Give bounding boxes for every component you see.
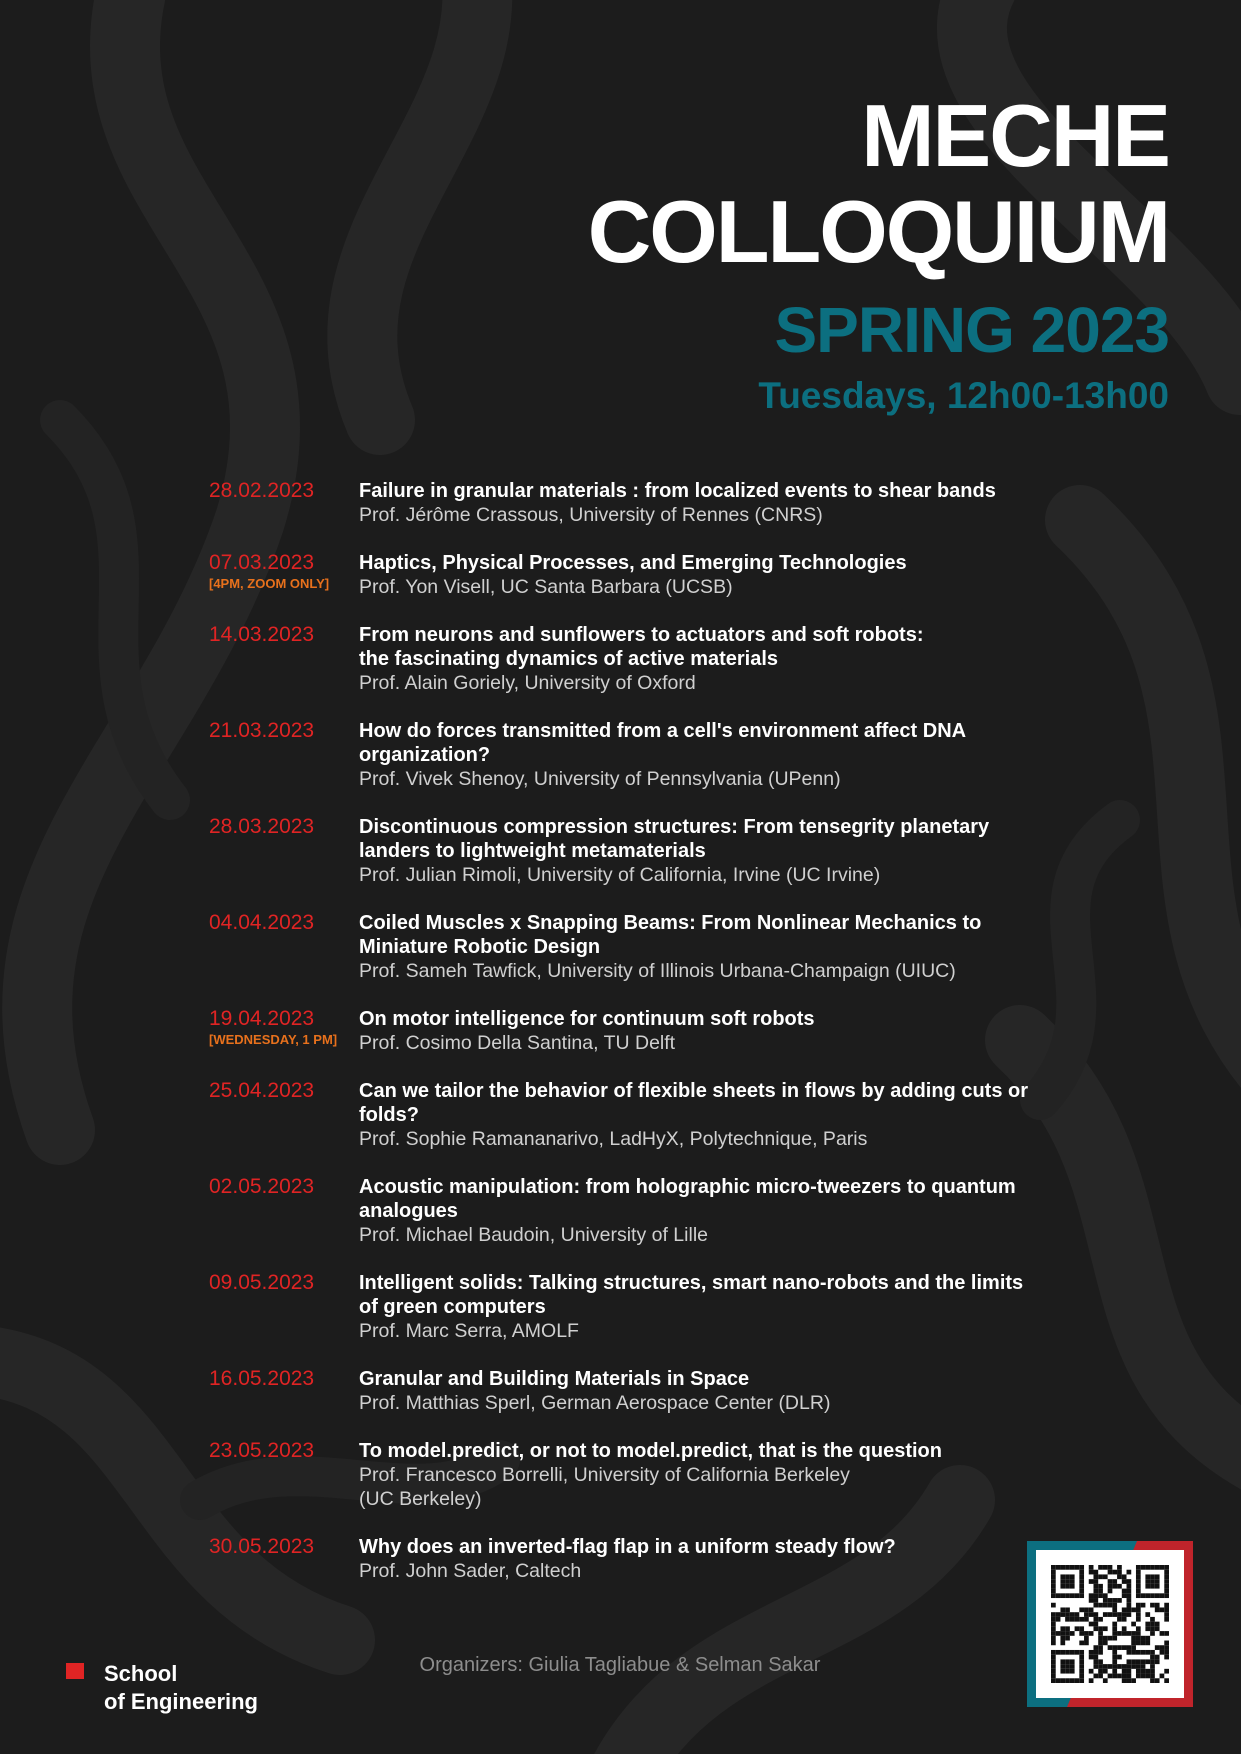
talk-title: organization? (359, 744, 491, 766)
talk-item (209, 1175, 1069, 1247)
talk-title: landers to lightweight metamaterials (359, 840, 706, 862)
talk-text (359, 1175, 1069, 1247)
talk-title: Can we tailor the behavior of flexible sheets in flows by adding cuts or (359, 1080, 1029, 1102)
talk-title: analogues (359, 1200, 458, 1222)
talk-speaker: Prof. Michael Baudoin, University of Lille (359, 1224, 708, 1246)
talk-item (209, 1007, 1069, 1055)
talk-date: 23.05.2023 (209, 1439, 315, 1462)
talk-text (359, 911, 1069, 983)
talk-title: Coiled Muscles x Snapping Beams: From Nonlinear Mechanics to (359, 912, 982, 934)
talk-text (359, 1535, 1069, 1583)
talk-item (209, 911, 1069, 983)
talk-date: 21.03.2023 (209, 719, 315, 742)
talk-title: Failure in granular materials : from localized events to shear bands (359, 480, 996, 502)
logo-square-icon (66, 1663, 84, 1679)
talk-date-column (209, 1079, 359, 1151)
schedule-time: Tuesdays, 12h00-13h00 (758, 375, 1169, 416)
talk-title: To model.predict, or not to model.predict, that is the question (359, 1440, 942, 1462)
talk-speaker: Prof. Yon Visell, UC Santa Barbara (UCSB) (359, 576, 733, 598)
talk-title: Why does an inverted-flag flap in a uniform steady flow? (359, 1536, 896, 1558)
talk-speaker: Prof. Cosimo Della Santina, TU Delft (359, 1032, 676, 1054)
talk-date-column (209, 479, 359, 527)
talk-title: On motor intelligence for continuum soft robots (359, 1008, 815, 1030)
talk-date-column (209, 623, 359, 695)
talk-date: 09.05.2023 (209, 1271, 315, 1294)
talk-title: folds? (359, 1104, 419, 1126)
talk-title: Intelligent solids: Talking structures, smart nano-robots and the limits (359, 1272, 1024, 1294)
talk-text (359, 1271, 1069, 1343)
talk-item (209, 623, 1069, 695)
title-line-2: COLLOQUIUM (587, 182, 1169, 281)
talk-item (209, 1439, 1069, 1511)
title-line-1: MECHE (861, 86, 1169, 185)
talk-date: 25.04.2023 (209, 1079, 315, 1102)
talk-date-column (209, 1007, 359, 1055)
talk-date-column (209, 1175, 359, 1247)
talk-speaker: (UC Berkeley) (359, 1488, 482, 1510)
talk-title: of green computers (359, 1296, 546, 1318)
season-title: SPRING 2023 (774, 294, 1169, 366)
talk-speaker: Prof. Julian Rimoli, University of California, Irvine (UC Irvine) (359, 864, 881, 886)
logo-line-2: of Engineering (104, 1689, 258, 1714)
talk-title: Granular and Building Materials in Space (359, 1368, 750, 1390)
talk-speaker: Prof. Jérôme Crassous, University of Rennes (CNRS) (359, 504, 823, 526)
header (588, 88, 1169, 418)
talk-date-column (209, 719, 359, 791)
talk-speaker: Prof. Vivek Shenoy, University of Pennsylvania (UPenn) (359, 768, 841, 790)
talk-date: 04.04.2023 (209, 911, 315, 934)
talk-date-column (209, 1271, 359, 1343)
talk-title: Haptics, Physical Processes, and Emerging Technologies (359, 552, 907, 574)
talk-item (209, 719, 1069, 791)
organizers: Organizers: Giulia Tagliabue & Selman Sakar (419, 1654, 821, 1676)
talk-item (209, 1271, 1069, 1343)
talk-text (359, 1439, 1069, 1511)
talk-date-column (209, 815, 359, 887)
talk-title: From neurons and sunflowers to actuators and soft robots: (359, 624, 924, 646)
talk-speaker: Prof. Marc Serra, AMOLF (359, 1320, 579, 1342)
logo-text (104, 1660, 304, 1716)
qr-code-icon[interactable] (1027, 1541, 1193, 1707)
talk-item (209, 1367, 1069, 1415)
talk-text (359, 623, 1069, 695)
talk-text (359, 551, 1069, 599)
talk-date: 14.03.2023 (209, 623, 315, 646)
talk-date: 28.03.2023 (209, 815, 315, 838)
talk-text (359, 1007, 1069, 1055)
talk-date: 30.05.2023 (209, 1535, 315, 1558)
talk-date-column (209, 1439, 359, 1511)
talk-title: the fascinating dynamics of active materials (359, 648, 779, 670)
talk-speaker: Prof. Sameh Tawfick, University of Illinois Urbana-Champaign (UIUC) (359, 960, 956, 982)
talk-title: Miniature Robotic Design (359, 936, 601, 958)
talk-date-column (209, 551, 359, 599)
talk-note: [4PM, ZOOM ONLY] (209, 576, 330, 591)
talk-item (209, 1535, 1069, 1583)
talk-title: Discontinuous compression structures: From tensegrity planetary (359, 816, 990, 838)
talk-speaker: Prof. John Sader, Caltech (359, 1560, 582, 1582)
talk-title: Acoustic manipulation: from holographic micro-tweezers to quantum (359, 1176, 1016, 1198)
talk-date-column (209, 1535, 359, 1583)
talk-date: 02.05.2023 (209, 1175, 315, 1198)
logo-line-1: School (104, 1661, 178, 1686)
talk-item (209, 479, 1069, 527)
talk-speaker: Prof. Sophie Ramananarivo, LadHyX, Polytechnique, Paris (359, 1128, 868, 1150)
talk-date: 19.04.2023 (209, 1007, 315, 1030)
talk-date: 07.03.2023 (209, 551, 315, 574)
talk-title: How do forces transmitted from a cell's environment affect DNA (359, 720, 967, 742)
talk-speaker: Prof. Alain Goriely, University of Oxford (359, 672, 696, 694)
talk-item (209, 551, 1069, 599)
talk-text (359, 719, 1069, 791)
talk-text (359, 1079, 1069, 1151)
talk-date: 16.05.2023 (209, 1367, 315, 1390)
talk-list (209, 479, 1069, 1607)
talk-speaker: Prof. Matthias Sperl, German Aerospace Center (DLR) (359, 1392, 831, 1414)
talk-text (359, 1367, 1069, 1415)
talk-item (209, 1079, 1069, 1151)
talk-text (359, 815, 1069, 887)
talk-date-column (209, 911, 359, 983)
talk-date: 28.02.2023 (209, 479, 315, 502)
talk-item (209, 815, 1069, 887)
talk-speaker: Prof. Francesco Borrelli, University of California Berkeley (359, 1464, 850, 1486)
talk-text (359, 479, 1069, 527)
talk-note: [WEDNESDAY, 1 PM] (209, 1032, 338, 1047)
talk-date-column (209, 1367, 359, 1415)
